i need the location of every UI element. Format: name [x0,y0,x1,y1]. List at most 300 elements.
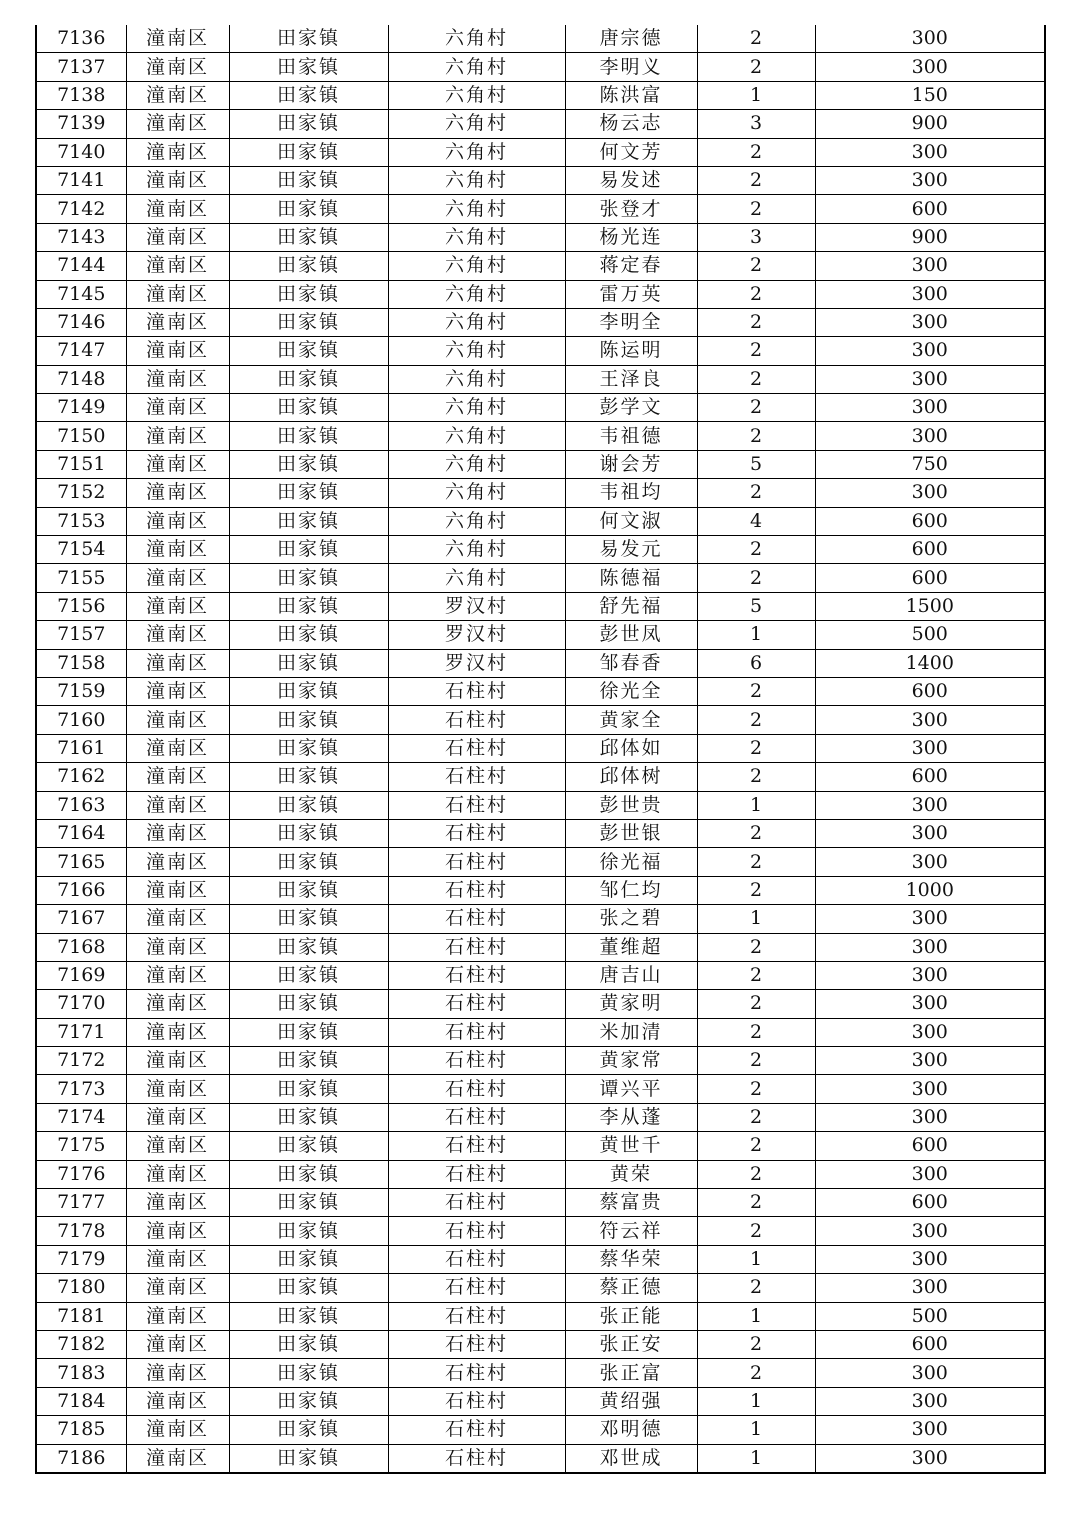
row-number-cell: 7171 [36,1018,126,1046]
district-cell: 潼南区 [126,677,229,705]
district-cell: 潼南区 [126,166,229,194]
town-cell: 田家镇 [229,1302,388,1330]
amount-cell: 300 [815,1387,1045,1415]
village-cell: 石柱村 [388,1302,565,1330]
name-cell: 蒋定春 [565,252,697,280]
name-cell: 黄世千 [565,1132,697,1160]
amount-cell: 300 [815,53,1045,81]
district-cell: 潼南区 [126,337,229,365]
amount-cell: 300 [815,1047,1045,1075]
amount-cell: 1400 [815,649,1045,677]
town-cell: 田家镇 [229,990,388,1018]
count-cell: 2 [697,734,815,762]
name-cell: 邹仁均 [565,876,697,904]
row-number-cell: 7159 [36,677,126,705]
district-cell: 潼南区 [126,1018,229,1046]
town-cell: 田家镇 [229,1444,388,1473]
town-cell: 田家镇 [229,81,388,109]
row-number-cell: 7179 [36,1245,126,1273]
amount-cell: 300 [815,990,1045,1018]
village-cell: 六角村 [388,479,565,507]
town-cell: 田家镇 [229,848,388,876]
district-cell: 潼南区 [126,1160,229,1188]
amount-cell: 300 [815,166,1045,194]
name-cell: 黄荣 [565,1160,697,1188]
amount-cell: 600 [815,507,1045,535]
town-cell: 田家镇 [229,649,388,677]
row-number-cell: 7186 [36,1444,126,1473]
table-row [36,252,1045,280]
district-cell: 潼南区 [126,564,229,592]
count-cell: 2 [697,422,815,450]
name-cell: 杨云志 [565,110,697,138]
row-number-cell: 7174 [36,1103,126,1131]
village-cell: 石柱村 [388,1132,565,1160]
name-cell: 邱体树 [565,763,697,791]
row-number-cell: 7182 [36,1330,126,1358]
amount-cell: 900 [815,110,1045,138]
town-cell: 田家镇 [229,1217,388,1245]
table-row [36,365,1045,393]
table-row [36,1103,1045,1131]
row-number-cell: 7149 [36,394,126,422]
village-cell: 六角村 [388,25,565,53]
table-row [36,990,1045,1018]
row-number-cell: 7178 [36,1217,126,1245]
row-number-cell: 7146 [36,308,126,336]
row-number-cell: 7167 [36,905,126,933]
town-cell: 田家镇 [229,1245,388,1273]
district-cell: 潼南区 [126,1274,229,1302]
town-cell: 田家镇 [229,507,388,535]
name-cell: 易发元 [565,536,697,564]
village-cell: 石柱村 [388,1330,565,1358]
table-row [36,1330,1045,1358]
amount-cell: 300 [815,905,1045,933]
town-cell: 田家镇 [229,905,388,933]
town-cell: 田家镇 [229,677,388,705]
row-number-cell: 7160 [36,706,126,734]
amount-cell: 300 [815,819,1045,847]
name-cell: 陈德福 [565,564,697,592]
name-cell: 张正能 [565,1302,697,1330]
district-cell: 潼南区 [126,308,229,336]
table-row [36,394,1045,422]
amount-cell: 600 [815,677,1045,705]
name-cell: 董维超 [565,933,697,961]
table-row [36,1047,1045,1075]
name-cell: 彭世贵 [565,791,697,819]
village-cell: 石柱村 [388,961,565,989]
name-cell: 彭世银 [565,819,697,847]
district-cell: 潼南区 [126,1302,229,1330]
table-row [36,422,1045,450]
village-cell: 石柱村 [388,905,565,933]
name-cell: 韦祖德 [565,422,697,450]
name-cell: 陈运明 [565,337,697,365]
row-number-cell: 7154 [36,536,126,564]
row-number-cell: 7157 [36,621,126,649]
name-cell: 蔡富贵 [565,1189,697,1217]
amount-cell: 500 [815,1302,1045,1330]
row-number-cell: 7151 [36,450,126,478]
amount-cell: 300 [815,791,1045,819]
count-cell: 1 [697,81,815,109]
town-cell: 田家镇 [229,280,388,308]
table-row [36,25,1045,53]
village-cell: 石柱村 [388,791,565,819]
village-cell: 石柱村 [388,734,565,762]
name-cell: 邱体如 [565,734,697,762]
table-row [36,961,1045,989]
amount-cell: 300 [815,479,1045,507]
table-row [36,763,1045,791]
table-row [36,308,1045,336]
village-cell: 罗汉村 [388,649,565,677]
amount-cell: 150 [815,81,1045,109]
district-cell: 潼南区 [126,81,229,109]
district-cell: 潼南区 [126,479,229,507]
count-cell: 2 [697,763,815,791]
table-row [36,1075,1045,1103]
village-cell: 六角村 [388,280,565,308]
district-cell: 潼南区 [126,819,229,847]
village-cell: 石柱村 [388,1416,565,1444]
row-number-cell: 7139 [36,110,126,138]
amount-cell: 300 [815,1018,1045,1046]
amount-cell: 600 [815,763,1045,791]
count-cell: 2 [697,564,815,592]
town-cell: 田家镇 [229,138,388,166]
district-cell: 潼南区 [126,1444,229,1473]
name-cell: 雷万英 [565,280,697,308]
village-cell: 石柱村 [388,1274,565,1302]
village-cell: 六角村 [388,81,565,109]
district-cell: 潼南区 [126,592,229,620]
count-cell: 4 [697,507,815,535]
row-number-cell: 7136 [36,25,126,53]
table-row [36,734,1045,762]
count-cell: 2 [697,990,815,1018]
table-row [36,706,1045,734]
district-cell: 潼南区 [126,1416,229,1444]
table-row [36,933,1045,961]
amount-cell: 750 [815,450,1045,478]
amount-cell: 600 [815,1189,1045,1217]
amount-cell: 300 [815,25,1045,53]
village-cell: 六角村 [388,337,565,365]
count-cell: 2 [697,1330,815,1358]
name-cell: 米加清 [565,1018,697,1046]
amount-cell: 300 [815,1103,1045,1131]
name-cell: 彭世凤 [565,621,697,649]
village-cell: 石柱村 [388,848,565,876]
name-cell: 徐光全 [565,677,697,705]
count-cell: 2 [697,53,815,81]
table-row [36,1160,1045,1188]
row-number-cell: 7144 [36,252,126,280]
table-row [36,110,1045,138]
row-number-cell: 7137 [36,53,126,81]
table-row [36,1359,1045,1387]
table-row [36,507,1045,535]
table-row [36,1302,1045,1330]
amount-cell: 300 [815,1217,1045,1245]
village-cell: 六角村 [388,110,565,138]
amount-cell: 600 [815,1330,1045,1358]
table-row [36,1132,1045,1160]
amount-cell: 300 [815,1274,1045,1302]
amount-cell: 300 [815,1160,1045,1188]
district-cell: 潼南区 [126,365,229,393]
district-cell: 潼南区 [126,961,229,989]
town-cell: 田家镇 [229,706,388,734]
table-row [36,876,1045,904]
district-cell: 潼南区 [126,905,229,933]
village-cell: 六角村 [388,394,565,422]
district-cell: 潼南区 [126,53,229,81]
row-number-cell: 7162 [36,763,126,791]
amount-cell: 300 [815,1359,1045,1387]
town-cell: 田家镇 [229,1047,388,1075]
count-cell: 5 [697,592,815,620]
row-number-cell: 7170 [36,990,126,1018]
town-cell: 田家镇 [229,252,388,280]
amount-cell: 600 [815,536,1045,564]
name-cell: 唐吉山 [565,961,697,989]
amount-cell: 300 [815,422,1045,450]
document-page [35,25,1044,1474]
count-cell: 2 [697,706,815,734]
village-cell: 罗汉村 [388,592,565,620]
table-row [36,81,1045,109]
name-cell: 黄家明 [565,990,697,1018]
village-cell: 六角村 [388,223,565,251]
district-cell: 潼南区 [126,621,229,649]
amount-cell: 1000 [815,876,1045,904]
district-cell: 潼南区 [126,536,229,564]
count-cell: 5 [697,450,815,478]
count-cell: 2 [697,677,815,705]
name-cell: 邓世成 [565,1444,697,1473]
row-number-cell: 7173 [36,1075,126,1103]
table-row [36,677,1045,705]
row-number-cell: 7138 [36,81,126,109]
table-row [36,536,1045,564]
amount-cell: 300 [815,138,1045,166]
row-number-cell: 7153 [36,507,126,535]
count-cell: 2 [697,1132,815,1160]
name-cell: 韦祖均 [565,479,697,507]
district-cell: 潼南区 [126,1132,229,1160]
table-row [36,450,1045,478]
count-cell: 2 [697,536,815,564]
row-number-cell: 7166 [36,876,126,904]
count-cell: 2 [697,961,815,989]
row-number-cell: 7176 [36,1160,126,1188]
count-cell: 1 [697,1416,815,1444]
count-cell: 2 [697,195,815,223]
count-cell: 2 [697,280,815,308]
district-cell: 潼南区 [126,1359,229,1387]
town-cell: 田家镇 [229,1132,388,1160]
row-number-cell: 7141 [36,166,126,194]
town-cell: 田家镇 [229,734,388,762]
row-number-cell: 7163 [36,791,126,819]
name-cell: 彭学文 [565,394,697,422]
town-cell: 田家镇 [229,25,388,53]
row-number-cell: 7172 [36,1047,126,1075]
row-number-cell: 7180 [36,1274,126,1302]
count-cell: 2 [697,1018,815,1046]
count-cell: 2 [697,479,815,507]
table-row [36,138,1045,166]
amount-cell: 300 [815,308,1045,336]
village-cell: 石柱村 [388,677,565,705]
district-cell: 潼南区 [126,763,229,791]
table-body [36,25,1045,1473]
count-cell: 3 [697,110,815,138]
row-number-cell: 7140 [36,138,126,166]
town-cell: 田家镇 [229,1018,388,1046]
amount-cell: 300 [815,734,1045,762]
district-cell: 潼南区 [126,394,229,422]
district-cell: 潼南区 [126,507,229,535]
count-cell: 1 [697,905,815,933]
amount-cell: 300 [815,961,1045,989]
name-cell: 张登才 [565,195,697,223]
count-cell: 2 [697,138,815,166]
count-cell: 2 [697,337,815,365]
village-cell: 六角村 [388,166,565,194]
table-row [36,1274,1045,1302]
village-cell: 石柱村 [388,990,565,1018]
amount-cell: 500 [815,621,1045,649]
village-cell: 石柱村 [388,819,565,847]
name-cell: 张正富 [565,1359,697,1387]
count-cell: 6 [697,649,815,677]
count-cell: 2 [697,1189,815,1217]
row-number-cell: 7185 [36,1416,126,1444]
count-cell: 3 [697,223,815,251]
table-row [36,1416,1045,1444]
town-cell: 田家镇 [229,450,388,478]
count-cell: 2 [697,1217,815,1245]
table-row [36,53,1045,81]
district-cell: 潼南区 [126,1387,229,1415]
row-number-cell: 7155 [36,564,126,592]
count-cell: 2 [697,819,815,847]
amount-cell: 300 [815,706,1045,734]
village-cell: 石柱村 [388,706,565,734]
district-cell: 潼南区 [126,1330,229,1358]
village-cell: 石柱村 [388,1047,565,1075]
amount-cell: 900 [815,223,1045,251]
data-table [35,25,1046,1474]
row-number-cell: 7147 [36,337,126,365]
table-row [36,1189,1045,1217]
row-number-cell: 7184 [36,1387,126,1415]
row-number-cell: 7161 [36,734,126,762]
name-cell: 黄家全 [565,706,697,734]
amount-cell: 300 [815,365,1045,393]
row-number-cell: 7148 [36,365,126,393]
amount-cell: 300 [815,337,1045,365]
village-cell: 石柱村 [388,876,565,904]
village-cell: 六角村 [388,138,565,166]
village-cell: 石柱村 [388,1444,565,1473]
town-cell: 田家镇 [229,422,388,450]
row-number-cell: 7142 [36,195,126,223]
district-cell: 潼南区 [126,422,229,450]
village-cell: 石柱村 [388,1018,565,1046]
amount-cell: 300 [815,252,1045,280]
district-cell: 潼南区 [126,1103,229,1131]
village-cell: 石柱村 [388,1245,565,1273]
table-row [36,819,1045,847]
count-cell: 2 [697,876,815,904]
town-cell: 田家镇 [229,536,388,564]
town-cell: 田家镇 [229,53,388,81]
name-cell: 李从蓬 [565,1103,697,1131]
count-cell: 1 [697,1245,815,1273]
amount-cell: 300 [815,1245,1045,1273]
amount-cell: 300 [815,1444,1045,1473]
town-cell: 田家镇 [229,933,388,961]
count-cell: 2 [697,252,815,280]
row-number-cell: 7181 [36,1302,126,1330]
district-cell: 潼南区 [126,1217,229,1245]
count-cell: 2 [697,365,815,393]
town-cell: 田家镇 [229,308,388,336]
town-cell: 田家镇 [229,876,388,904]
amount-cell: 300 [815,1075,1045,1103]
row-number-cell: 7143 [36,223,126,251]
village-cell: 六角村 [388,365,565,393]
name-cell: 唐宗德 [565,25,697,53]
district-cell: 潼南区 [126,450,229,478]
town-cell: 田家镇 [229,223,388,251]
town-cell: 田家镇 [229,166,388,194]
village-cell: 石柱村 [388,763,565,791]
count-cell: 2 [697,166,815,194]
count-cell: 2 [697,1103,815,1131]
count-cell: 1 [697,621,815,649]
count-cell: 1 [697,1302,815,1330]
table-row [36,905,1045,933]
town-cell: 田家镇 [229,592,388,620]
town-cell: 田家镇 [229,1274,388,1302]
name-cell: 张正安 [565,1330,697,1358]
name-cell: 符云祥 [565,1217,697,1245]
district-cell: 潼南区 [126,252,229,280]
town-cell: 田家镇 [229,1416,388,1444]
count-cell: 1 [697,1444,815,1473]
district-cell: 潼南区 [126,933,229,961]
town-cell: 田家镇 [229,195,388,223]
village-cell: 石柱村 [388,1359,565,1387]
row-number-cell: 7152 [36,479,126,507]
village-cell: 石柱村 [388,1387,565,1415]
count-cell: 2 [697,1359,815,1387]
district-cell: 潼南区 [126,1189,229,1217]
name-cell: 蔡正德 [565,1274,697,1302]
amount-cell: 300 [815,280,1045,308]
amount-cell: 300 [815,394,1045,422]
table-row [36,223,1045,251]
table-row [36,479,1045,507]
district-cell: 潼南区 [126,1245,229,1273]
